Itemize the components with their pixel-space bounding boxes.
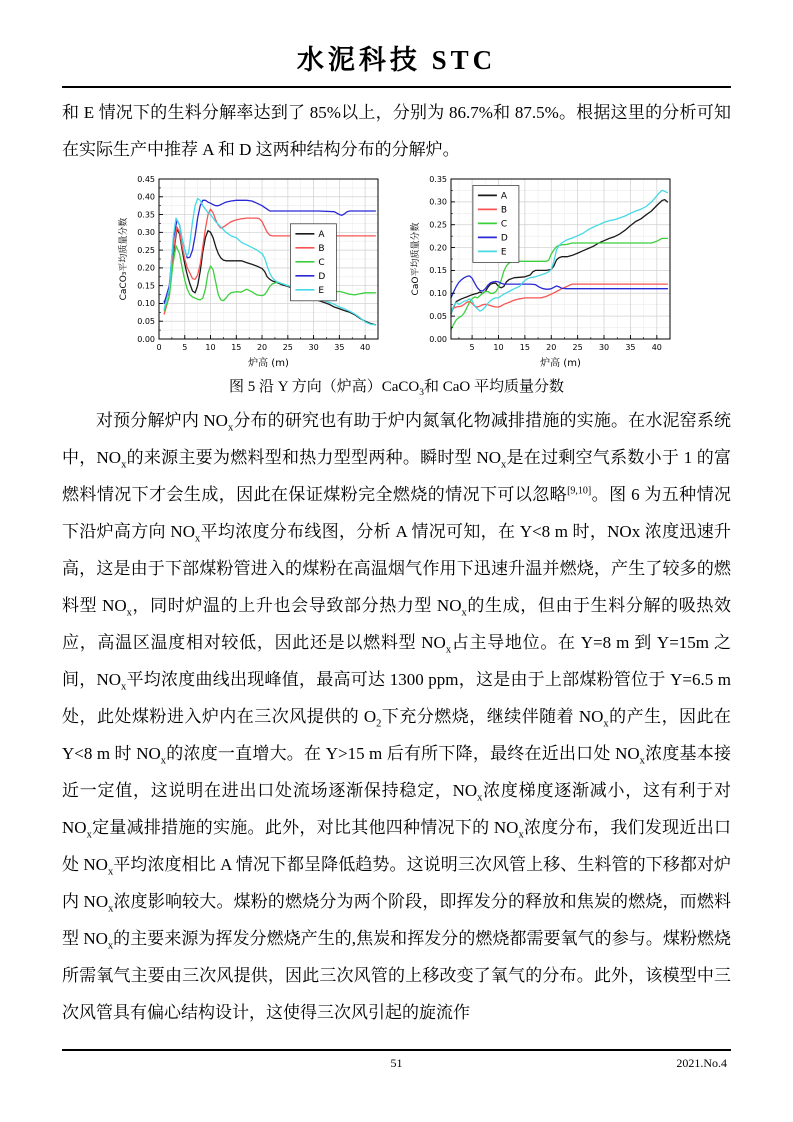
journal-title: 水泥科技 STC bbox=[296, 45, 497, 75]
svg-text:0.25: 0.25 bbox=[136, 245, 155, 255]
svg-text:0.05: 0.05 bbox=[428, 311, 447, 321]
svg-text:0.10: 0.10 bbox=[136, 299, 155, 309]
svg-text:A: A bbox=[317, 229, 325, 240]
svg-text:25: 25 bbox=[572, 343, 583, 352]
svg-text:0.30: 0.30 bbox=[136, 228, 155, 238]
svg-text:35: 35 bbox=[624, 343, 636, 352]
header-rule bbox=[62, 86, 731, 88]
svg-text:40: 40 bbox=[651, 343, 662, 352]
svg-text:35: 35 bbox=[333, 343, 344, 352]
svg-text:0: 0 bbox=[155, 343, 162, 352]
svg-text:0.15: 0.15 bbox=[428, 266, 447, 276]
svg-text:20: 20 bbox=[545, 343, 556, 352]
paragraph-continuation: 和 E 情况下的生料分解率达到了 85%以上，分别为 86.7%和 87.5%。根据这里的分析可知在实际生产中推荐 A 和 D 这两种结构分布的分解炉。 bbox=[62, 103, 731, 159]
svg-text:炉高 (m): 炉高 (m) bbox=[539, 358, 581, 369]
svg-text:30: 30 bbox=[598, 343, 609, 352]
svg-text:0.35: 0.35 bbox=[428, 174, 447, 184]
svg-text:CaCO₃平均质量分数: CaCO₃平均质量分数 bbox=[118, 217, 129, 301]
svg-text:0.25: 0.25 bbox=[428, 220, 447, 230]
svg-text:0.00: 0.00 bbox=[136, 334, 155, 344]
svg-text:炉高 (m): 炉高 (m) bbox=[247, 358, 289, 369]
svg-text:0.05: 0.05 bbox=[136, 317, 155, 327]
svg-text:0.40: 0.40 bbox=[136, 192, 155, 202]
footer-row bbox=[62, 1051, 731, 1077]
svg-text:E: E bbox=[317, 285, 324, 296]
svg-text:30: 30 bbox=[307, 343, 319, 352]
svg-text:0.20: 0.20 bbox=[136, 263, 155, 273]
page-number: 51 bbox=[390, 1056, 403, 1070]
svg-text:20: 20 bbox=[256, 343, 267, 352]
svg-text:15: 15 bbox=[230, 343, 241, 352]
svg-text:40: 40 bbox=[359, 343, 370, 352]
svg-text:D: D bbox=[317, 271, 325, 282]
svg-text:0.10: 0.10 bbox=[428, 289, 447, 299]
svg-text:B: B bbox=[500, 205, 507, 216]
issue-label: 2021.No.4 bbox=[676, 1056, 727, 1070]
chart-cao-mass-fraction bbox=[407, 173, 679, 373]
svg-text:D: D bbox=[500, 233, 508, 244]
paragraph-main: 对预分解炉内 $NO_x$分布的研究也有助于炉内氮氧化物减排措施的实施。在水泥窑系统中，$NO_x$的来源主要为燃料型和热力型型两种。瞬时型 $NO_x$是在过剩空气系数小于 1 的富燃料情况下才会生成，因此在保证煤粉完全燃烧的情况下可以忽略[9,10]。图 6 为五种情况下沿炉高方向 $NO_x$平均浓度分布线图，分析 A 情况可知，在 Y<8 m 时，NOx 浓度迅速升高，这是由于下部煤粉管进入的煤粉在高温烟气作用下迅速升温并燃烧，产生了较多的燃料型 $NO_x$，同时炉温的上升也会导致部分热力型 $NO_x$的生成，但由于生料分解的吸热效应，高温区温度相对较低，因此还是以燃料型 $NO_x$占主导地位。在 Y=8 m 到 Y=15m 之间，$NO_x$平均浓度曲线出现峰值，最高可达 1300 ppm，这是由于上部煤粉管位于 Y=6.5 m 处，此处煤粉进入炉内在三次风提供的 $O_2$下充分燃烧，继续伴随着 $NO_x$的产生，因此在 Y<8 m 时 $NO_x$的浓度一直增大。在 Y>15 m 后有所下降，最终在近出口处 $NO_x$浓度基本接近一定值，这说明在进出口处流场逐渐保持稳定，$NO_x$浓度梯度逐渐减小，这有利于对 $NO_x$定量减排措施的实施。此外，对比其他四种情况下的 $NO_x$浓度分布，我们发现近出口处 $NO_x$平均浓度相比 A 情况下都呈降低趋势。这说明三次风管上移、生料管的下移都对炉内 $NO_x$浓度影响较大。煤粉的燃烧分为两个阶段，即挥发分的释放和焦炭的燃烧，而燃料型 $NO_x$的主要来源为挥发分燃烧产生的,焦炭和挥发分的燃烧都需要氧气的参与。煤粉燃烧所需氧气主要由三次风提供，因此三次风管的上移改变了氧气的分布。此外，该模型中三次风管具有偏心结构设计，这使得三次风引起的旋流作 bbox=[62, 411, 732, 1022]
svg-text:C: C bbox=[500, 219, 507, 230]
svg-text:0.15: 0.15 bbox=[136, 281, 155, 291]
svg-text:C: C bbox=[317, 257, 325, 268]
svg-text:15: 15 bbox=[519, 343, 530, 352]
svg-text:0.20: 0.20 bbox=[428, 243, 447, 253]
svg-text:0.30: 0.30 bbox=[428, 197, 447, 207]
page-header bbox=[62, 40, 731, 88]
figure-5-caption: 图 5 沿 Y 方向（炉高）CaCO$_3$和 CaO 平均质量分数 bbox=[228, 379, 565, 398]
figure-5 bbox=[62, 173, 731, 373]
svg-text:A: A bbox=[500, 191, 507, 202]
svg-text:10: 10 bbox=[204, 343, 216, 352]
svg-text:25: 25 bbox=[282, 343, 293, 352]
svg-text:5: 5 bbox=[469, 343, 475, 352]
svg-text:0.35: 0.35 bbox=[136, 210, 155, 220]
svg-text:5: 5 bbox=[181, 343, 187, 352]
svg-text:10: 10 bbox=[492, 343, 504, 352]
page-footer bbox=[62, 1049, 731, 1077]
svg-text:B: B bbox=[317, 243, 325, 254]
chart-caco3-mass-fraction bbox=[115, 173, 387, 373]
svg-text:0.00: 0.00 bbox=[428, 334, 447, 344]
svg-text:0.45: 0.45 bbox=[136, 174, 155, 184]
svg-text:E: E bbox=[500, 247, 507, 258]
svg-text:CaO平均质量分数: CaO平均质量分数 bbox=[410, 222, 421, 296]
